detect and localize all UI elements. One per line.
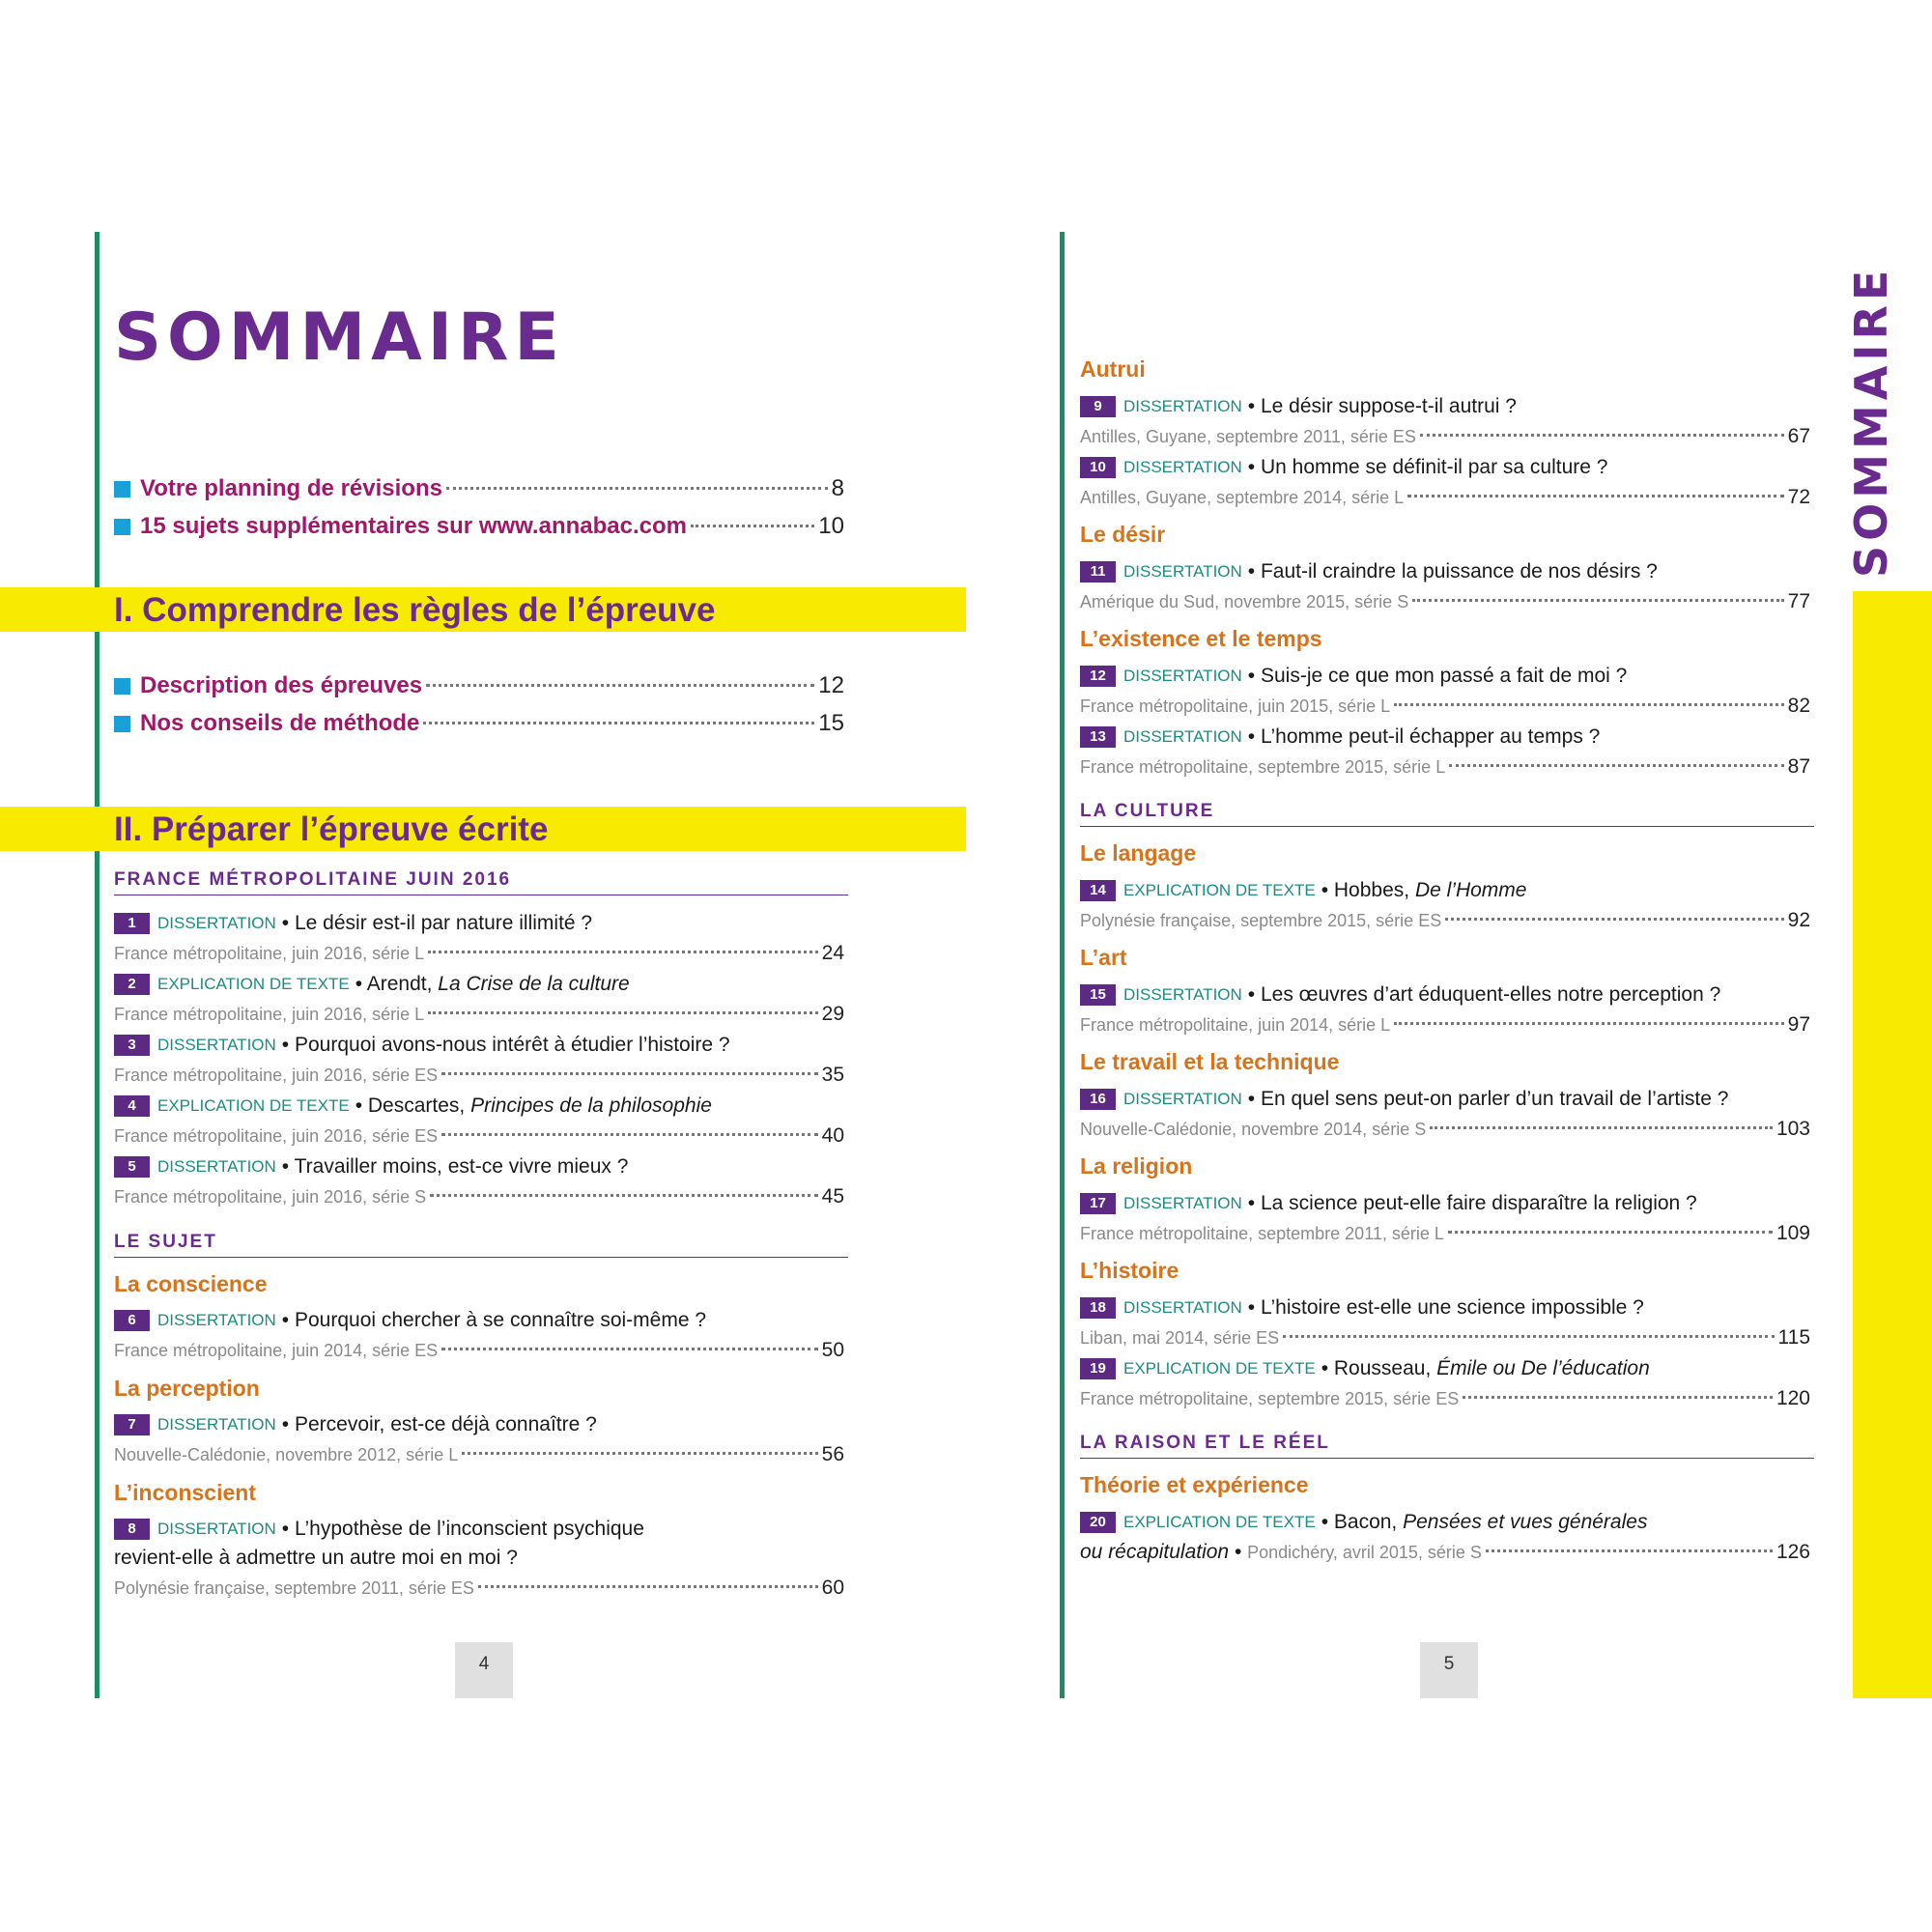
entry-source: Nouvelle-Calédonie, novembre 2012, série L — [114, 1445, 459, 1464]
toc-entry[interactable] — [1080, 1511, 1810, 1564]
entry-title: • Rousseau, — [1321, 1357, 1437, 1379]
toc-page: 15 — [818, 710, 844, 736]
topic-heading: La conscience — [114, 1271, 268, 1296]
entry-page: 109 — [1776, 1222, 1810, 1244]
entry-number: 17 — [1080, 1193, 1116, 1214]
entry-title: • Pourquoi avons-nous intérêt à étudier l’histoire ? — [281, 1034, 730, 1056]
toc-entry[interactable] — [114, 1413, 844, 1466]
entry-number: 1 — [114, 913, 150, 934]
entry-page: 82 — [1787, 695, 1810, 717]
right-page-rule — [1060, 232, 1065, 1698]
entry-page: 67 — [1787, 425, 1810, 447]
entry-type: DISSERTATION — [1123, 985, 1242, 1004]
entry-type: DISSERTATION — [157, 1415, 276, 1434]
entry-work-title-continued: ou récapitulation — [1080, 1541, 1230, 1563]
entry-type: DISSERTATION — [157, 1311, 276, 1329]
entry-number: 8 — [114, 1519, 150, 1540]
square-bullet-icon — [114, 678, 130, 695]
entry-page: 56 — [821, 1443, 844, 1465]
entry-number: 3 — [114, 1035, 150, 1056]
entry-title: • L’homme peut-il échapper au temps ? — [1247, 725, 1601, 748]
entry-number: 16 — [1080, 1089, 1116, 1110]
topic-heading: La religion — [1080, 1153, 1193, 1179]
leader-dots — [1407, 495, 1783, 497]
topic-heading: L’existence et le temps — [1080, 626, 1322, 651]
entry-title: • Arendt, — [355, 973, 439, 995]
entry-page: 120 — [1776, 1387, 1810, 1409]
entry-type: EXPLICATION DE TEXTE — [157, 1096, 350, 1115]
topic-heading: L’inconscient — [114, 1480, 256, 1505]
entry-type: DISSERTATION — [1123, 458, 1242, 476]
entry-title: • Faut-il craindre la puissance de nos désirs ? — [1247, 560, 1658, 582]
leader-dots — [478, 1585, 818, 1588]
topic-heading: L’art — [1080, 945, 1127, 970]
toc-page: 12 — [818, 672, 844, 698]
topic-heading: Le travail et la technique — [1080, 1049, 1340, 1074]
entry-page: 77 — [1787, 590, 1810, 612]
toc-entry[interactable] — [1080, 1088, 1810, 1141]
entry-page: 35 — [821, 1064, 844, 1086]
entry-source: Amérique du Sud, novembre 2015, série S — [1080, 592, 1409, 611]
toc-entry[interactable] — [1080, 1192, 1810, 1245]
entry-number: 20 — [1080, 1512, 1116, 1533]
leader-dots — [446, 487, 828, 490]
leader-dots — [462, 1452, 817, 1455]
entry-type: DISSERTATION — [1123, 727, 1242, 746]
entry-page: 103 — [1776, 1118, 1810, 1140]
entry-work-title: Émile ou De l’éducation — [1436, 1357, 1650, 1379]
side-tab-label: SOMMAIRE — [1845, 265, 1897, 578]
page-number: 4 — [455, 1642, 513, 1698]
left-page-rule — [95, 232, 99, 1698]
entry-separator: • — [1229, 1541, 1248, 1563]
leader-dots — [1394, 1022, 1783, 1025]
toc-entry[interactable] — [1080, 725, 1810, 779]
toc-item-sujets[interactable] — [114, 513, 844, 540]
entry-source: Nouvelle-Calédonie, novembre 2014, série S — [1080, 1120, 1427, 1139]
topic-heading: L’histoire — [1080, 1258, 1179, 1283]
entry-title: • Travailler moins, est-ce vivre mieux ? — [281, 1155, 629, 1178]
leader-dots — [428, 1011, 817, 1014]
entry-page: 50 — [821, 1339, 844, 1361]
toc-item-description[interactable] — [114, 672, 844, 699]
toc-entry[interactable] — [1080, 395, 1810, 448]
entry-title: • La science peut-elle faire disparaître la religion ? — [1247, 1192, 1697, 1214]
toc-label: Votre planning de révisions — [140, 475, 442, 501]
entry-title: • Suis-je ce que mon passé a fait de moi ? — [1247, 665, 1628, 687]
entry-number: 13 — [1080, 726, 1116, 748]
entry-number: 18 — [1080, 1297, 1116, 1319]
entry-page: 60 — [821, 1577, 844, 1599]
entry-title: • Percevoir, est-ce déjà connaître ? — [281, 1413, 597, 1435]
entry-source: France métropolitaine, juin 2016, série ES — [114, 1065, 439, 1085]
entry-title: • L’hypothèse de l’inconscient psychique — [281, 1518, 644, 1540]
entry-page: 115 — [1777, 1326, 1810, 1349]
square-bullet-icon — [114, 716, 130, 732]
leader-dots — [428, 951, 817, 953]
entry-type: DISSERTATION — [157, 914, 276, 932]
toc-entry[interactable] — [114, 912, 844, 965]
topic-heading: La perception — [114, 1376, 260, 1401]
entry-type: DISSERTATION — [1123, 1090, 1242, 1108]
entry-source: Pondichéry, avril 2015, série S — [1247, 1543, 1482, 1562]
entry-title: • Le désir est-il par nature illimité ? — [281, 912, 593, 934]
leader-dots — [441, 1133, 817, 1136]
entry-number: 14 — [1080, 880, 1116, 901]
entry-title: • Hobbes, — [1321, 879, 1415, 901]
entry-page: 24 — [821, 942, 844, 964]
leader-dots — [1449, 764, 1783, 767]
entry-number: 19 — [1080, 1358, 1116, 1379]
toc-entry[interactable] — [1080, 1296, 1810, 1350]
leader-dots — [1420, 434, 1784, 437]
leader-dots — [691, 525, 814, 527]
entry-page: 40 — [821, 1124, 844, 1147]
leader-dots — [441, 1348, 817, 1350]
entry-title: • Le désir suppose-t-il autrui ? — [1247, 395, 1517, 417]
leader-dots — [441, 1072, 817, 1075]
entry-source: Polynésie française, septembre 2015, série ES — [1080, 911, 1442, 930]
entry-source: France métropolitaine, septembre 2015, série L — [1080, 757, 1446, 777]
leader-dots — [1463, 1396, 1773, 1399]
entry-number: 6 — [114, 1310, 150, 1331]
entry-number: 2 — [114, 974, 150, 995]
entry-page: 92 — [1787, 909, 1810, 931]
topic-heading: Autrui — [1080, 356, 1146, 382]
entry-work-title: Pensées et vues générales — [1403, 1511, 1648, 1533]
entry-title: • Bacon, — [1321, 1511, 1404, 1533]
side-tab-bar — [1853, 591, 1932, 1698]
entry-title: • Descartes, — [355, 1094, 471, 1117]
entry-page: 97 — [1787, 1013, 1810, 1036]
entry-title: • Un homme se définit-il par sa culture ? — [1247, 456, 1608, 478]
entry-type: DISSERTATION — [157, 1157, 276, 1176]
section-heading: LA RAISON ET LE RÉEL — [1080, 1433, 1814, 1459]
entry-source: Polynésie française, septembre 2011, série ES — [114, 1578, 474, 1598]
entry-type: EXPLICATION DE TEXTE — [1123, 1513, 1316, 1531]
toc-entry[interactable] — [1080, 456, 1810, 509]
entry-number: 7 — [114, 1414, 150, 1435]
part-heading-1: I. Comprendre les règles de l’épreuve — [0, 587, 966, 632]
entry-source: Liban, mai 2014, série ES — [1080, 1328, 1280, 1348]
entry-work-title: De l’Homme — [1414, 879, 1527, 901]
entry-type: DISSERTATION — [1123, 562, 1242, 581]
leader-dots — [1394, 703, 1783, 706]
leader-dots — [1486, 1549, 1773, 1552]
toc-item-conseils[interactable] — [114, 710, 844, 737]
toc-entry[interactable] — [1080, 983, 1810, 1037]
part-heading-2: II. Préparer l’épreuve écrite — [0, 807, 966, 851]
toc-page: 10 — [818, 513, 844, 539]
entry-number: 15 — [1080, 984, 1116, 1006]
entry-type: EXPLICATION DE TEXTE — [1123, 881, 1316, 899]
entry-number: 9 — [1080, 396, 1116, 417]
entry-source: France métropolitaine, septembre 2015, série ES — [1080, 1389, 1460, 1408]
toc-entry[interactable] — [114, 973, 844, 1026]
toc-label: 15 sujets supplémentaires sur www.annabac.com — [140, 513, 687, 539]
toc-entry[interactable] — [114, 1155, 844, 1208]
entry-type: DISSERTATION — [157, 1036, 276, 1054]
leader-dots — [430, 1194, 817, 1197]
entry-title: • Les œuvres d’art éduquent-elles notre perception ? — [1247, 983, 1721, 1006]
leader-dots — [1430, 1126, 1773, 1129]
leader-dots — [1445, 918, 1783, 921]
toc-entry[interactable] — [114, 1094, 844, 1148]
entry-type: DISSERTATION — [1123, 1194, 1242, 1212]
entry-work-title: La Crise de la culture — [438, 973, 630, 995]
entry-number: 4 — [114, 1095, 150, 1117]
entry-page: 126 — [1776, 1541, 1810, 1563]
entry-source: Antilles, Guyane, septembre 2011, série ES — [1080, 427, 1416, 446]
page-number: 5 — [1420, 1642, 1478, 1698]
entry-number: 5 — [114, 1156, 150, 1178]
toc-entry[interactable] — [1080, 1357, 1810, 1410]
entry-source: France métropolitaine, juin 2016, série L — [114, 1005, 425, 1024]
entry-source: Antilles, Guyane, septembre 2014, série L — [1080, 488, 1405, 507]
page-title: SOMMAIRE — [114, 299, 565, 376]
topic-heading: Le langage — [1080, 840, 1197, 866]
leader-dots — [1448, 1231, 1773, 1234]
entry-title: • En quel sens peut-on parler d’un travail de l’artiste ? — [1247, 1088, 1729, 1110]
toc-page: 8 — [831, 475, 844, 501]
entry-source: France métropolitaine, juin 2015, série L — [1080, 696, 1391, 716]
entry-type: DISSERTATION — [1123, 397, 1242, 415]
entry-title-continued: revient-elle à admettre un autre moi en moi ? — [114, 1547, 518, 1569]
entry-work-title: Principes de la philosophie — [470, 1094, 712, 1117]
toc-entry[interactable] — [1080, 665, 1810, 718]
section-heading: LA CULTURE — [1080, 801, 1814, 827]
toc-item-planning[interactable] — [114, 475, 844, 502]
entry-type: DISSERTATION — [157, 1520, 276, 1538]
toc-entry[interactable] — [114, 1309, 844, 1362]
section-heading: LE SUJET — [114, 1232, 848, 1258]
toc-label: Description des épreuves — [140, 672, 423, 698]
entry-type: DISSERTATION — [1123, 1298, 1242, 1317]
square-bullet-icon — [114, 481, 130, 497]
entry-source: France métropolitaine, septembre 2011, série L — [1080, 1224, 1444, 1243]
toc-entry[interactable] — [1080, 879, 1810, 932]
entry-number: 10 — [1080, 457, 1116, 478]
entry-number: 12 — [1080, 666, 1116, 687]
entry-page: 87 — [1787, 755, 1810, 778]
toc-entry[interactable] — [114, 1518, 844, 1600]
topic-heading: Théorie et expérience — [1080, 1472, 1309, 1497]
section-heading: FRANCE MÉTROPOLITAINE JUIN 2016 — [114, 869, 848, 895]
entry-number: 11 — [1080, 561, 1116, 582]
entry-page: 29 — [821, 1003, 844, 1025]
toc-entry[interactable] — [1080, 560, 1810, 613]
toc-entry[interactable] — [114, 1034, 844, 1087]
leader-dots — [1283, 1335, 1774, 1338]
square-bullet-icon — [114, 519, 130, 535]
topic-heading: Le désir — [1080, 522, 1166, 547]
toc-label: Nos conseils de méthode — [140, 710, 420, 736]
leader-dots — [1412, 599, 1783, 602]
entry-source: France métropolitaine, juin 2016, série ES — [114, 1126, 439, 1146]
entry-type: EXPLICATION DE TEXTE — [1123, 1359, 1316, 1378]
leader-dots — [426, 684, 814, 687]
entry-page: 72 — [1787, 486, 1810, 508]
entry-source: France métropolitaine, juin 2014, série ES — [114, 1341, 439, 1360]
entry-source: France métropolitaine, juin 2016, série S — [114, 1187, 427, 1207]
entry-source: France métropolitaine, juin 2016, série L — [114, 944, 425, 963]
entry-title: • Pourquoi chercher à se connaître soi-même ? — [281, 1309, 707, 1331]
entry-page: 45 — [821, 1185, 844, 1208]
entry-type: EXPLICATION DE TEXTE — [157, 975, 350, 993]
entry-type: DISSERTATION — [1123, 667, 1242, 685]
entry-source: France métropolitaine, juin 2014, série L — [1080, 1015, 1391, 1035]
entry-title: • L’histoire est-elle une science impossible ? — [1247, 1296, 1644, 1319]
leader-dots — [423, 722, 814, 724]
